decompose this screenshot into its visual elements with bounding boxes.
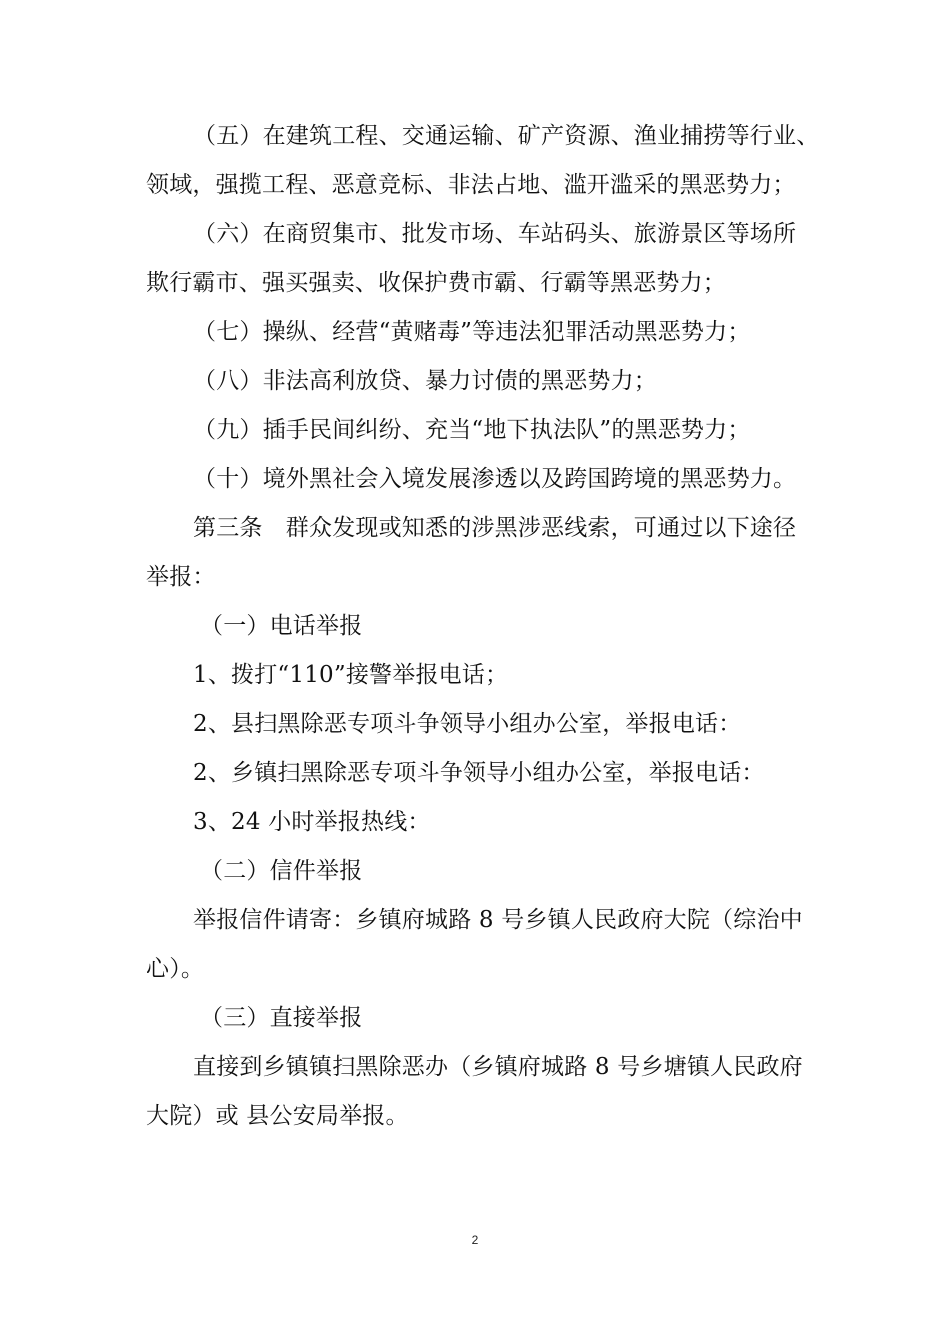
- paragraph-line: （六）在商贸集市、批发市场、车站码头、旅游景区等场所: [193, 221, 797, 247]
- paragraph-line: 举报：: [146, 564, 216, 590]
- paragraph-line: 欺行霸市、强买强卖、收保护费市霸、行霸等黑恶势力；: [146, 270, 726, 296]
- paragraph-line: （五）在建筑工程、交通运输、矿产资源、渔业捕捞等行业、: [193, 123, 820, 149]
- paragraph-line: 心）。: [146, 956, 205, 982]
- list-item: 2、乡镇扫黑除恶专项斗争领导小组办公室，举报电话：: [193, 760, 765, 786]
- list-item: 2、县扫黑除恶专项斗争领导小组办公室，举报电话：: [193, 711, 742, 737]
- list-item: 1、拨打“110”接警举报电话；: [193, 662, 509, 688]
- section-heading: （一）电话举报: [200, 613, 363, 639]
- paragraph-line: （七）操纵、经营“黄赌毒”等违法犯罪活动黑恶势力；: [193, 319, 751, 345]
- section-heading: （二）信件举报: [200, 858, 363, 884]
- paragraph-line: 直接到乡镇镇扫黑除恶办（乡镇府城路 8 号乡塘镇人民政府: [193, 1054, 803, 1080]
- page-number: 2: [471, 1233, 479, 1247]
- document-body: [146, 112, 820, 1141]
- paragraph-line: （八）非法高利放贷、暴力讨债的黑恶势力；: [193, 368, 657, 394]
- paragraph-line: 举报信件请寄：乡镇府城路 8 号乡镇人民政府大院（综治中: [193, 907, 803, 933]
- section-heading: （三）直接举报: [200, 1005, 363, 1031]
- article-heading-line: 第三条 群众发现或知悉的涉黑涉恶线索，可通过以下途径: [193, 515, 797, 541]
- paragraph-line: 领域，强揽工程、恶意竞标、非法占地、滥开滥采的黑恶势力；: [146, 172, 796, 198]
- paragraph-line: 大院）或 县公安局举报。: [146, 1103, 409, 1129]
- list-item: 3、24 小时举报热线：: [193, 809, 431, 835]
- paragraph-line: （九）插手民间纠纷、充当“地下执法队”的黑恶势力；: [193, 417, 751, 443]
- paragraph-line: （十）境外黑社会入境发展渗透以及跨国跨境的黑恶势力。: [193, 466, 797, 492]
